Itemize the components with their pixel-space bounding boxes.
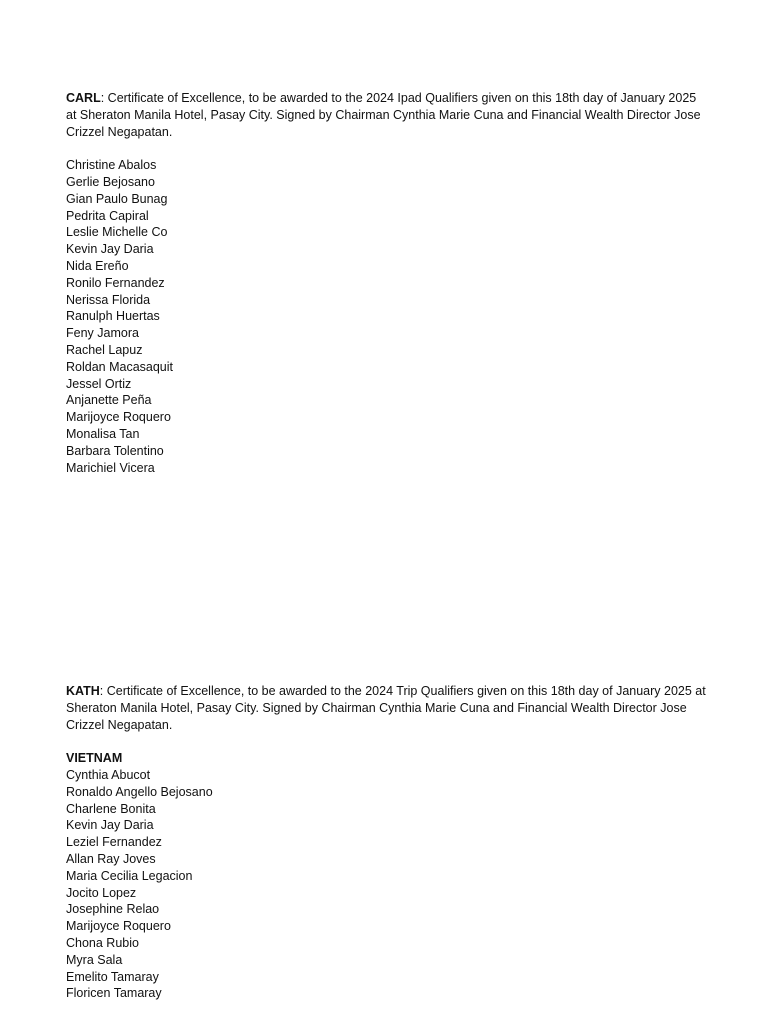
vietnam-heading: VIETNAM [66, 751, 123, 766]
kath-speaker: KATH [66, 684, 100, 698]
name-list-item: Cynthia Abucot [66, 767, 151, 782]
name-list-item: Floricen Tamaray [66, 986, 162, 1001]
name-list-item: Allan Ray Joves [66, 851, 156, 866]
name-list-item: Leziel Fernandez [66, 835, 162, 850]
name-list-item: Christine Abalos [66, 158, 157, 173]
name-list-item: Maria Cecilia Legacion [66, 868, 193, 883]
carl-section [66, 90, 706, 476]
carl-text: : Certificate of Excellence, to be awarded to the 2024 Ipad Qualifiers given on this 18th day of January 2025 at Sheraton Manila Hotel, Pasay City. Signed by Chairman Cynthia Marie Cuna and Financial Wealth Director Jose Crizzel Negapatan. [66, 91, 701, 139]
carl-name-list [66, 157, 706, 476]
name-list-item: Jocito Lopez [66, 885, 137, 900]
name-list-item: Marijoyce Roquero [66, 919, 171, 934]
name-list-item: Kevin Jay Daria [66, 818, 154, 833]
name-list-item: Roldan Macasaquit [66, 359, 174, 374]
name-list-item: Leslie Michelle Co [66, 225, 168, 240]
kath-section [66, 683, 706, 1002]
name-list-item: Nida Ereño [66, 258, 129, 273]
carl-paragraph [66, 90, 706, 140]
name-list-item: Gerlie Bejosano [66, 174, 155, 189]
name-list-item: Ranulph Huertas [66, 309, 160, 324]
name-list-item: Jessel Ortiz [66, 376, 132, 391]
kath-paragraph [66, 683, 706, 733]
spacer [66, 140, 706, 157]
name-list-item: Anjanette Peña [66, 393, 152, 408]
kath-text: : Certificate of Excellence, to be awarded to the 2024 Trip Qualifiers given on this 18th day of January 2025 at Sheraton Manila Hotel, Pasay City. Signed by Chairman Cynthia Marie Cuna and Financial Wealth Director Jose Crizzel Negapatan. [66, 684, 706, 732]
name-list-item: Monalisa Tan [66, 426, 140, 441]
name-list-item: Charlene Bonita [66, 801, 156, 816]
name-list-item: Josephine Relao [66, 902, 160, 917]
name-list-item: Ronaldo Angello Bejosano [66, 784, 213, 799]
name-list-item: Gian Paulo Bunag [66, 191, 168, 206]
spacer [66, 733, 706, 750]
name-list-item: Feny Jamora [66, 326, 139, 341]
name-list-item: Marichiel Vicera [66, 460, 155, 475]
name-list-item: Nerissa Florida [66, 292, 151, 307]
name-list-item: Rachel Lapuz [66, 342, 143, 357]
carl-speaker: CARL [66, 91, 101, 105]
kath-name-list [66, 767, 706, 1002]
name-list-item: Chona Rubio [66, 935, 139, 950]
name-list-item: Kevin Jay Daria [66, 242, 154, 257]
name-list-item: Ronilo Fernandez [66, 275, 165, 290]
name-list-item: Marijoyce Roquero [66, 410, 171, 425]
name-list-item: Barbara Tolentino [66, 443, 164, 458]
name-list-item: Emelito Tamaray [66, 969, 159, 984]
name-list-item: Myra Sala [66, 952, 123, 967]
name-list-item: Pedrita Capiral [66, 208, 149, 223]
